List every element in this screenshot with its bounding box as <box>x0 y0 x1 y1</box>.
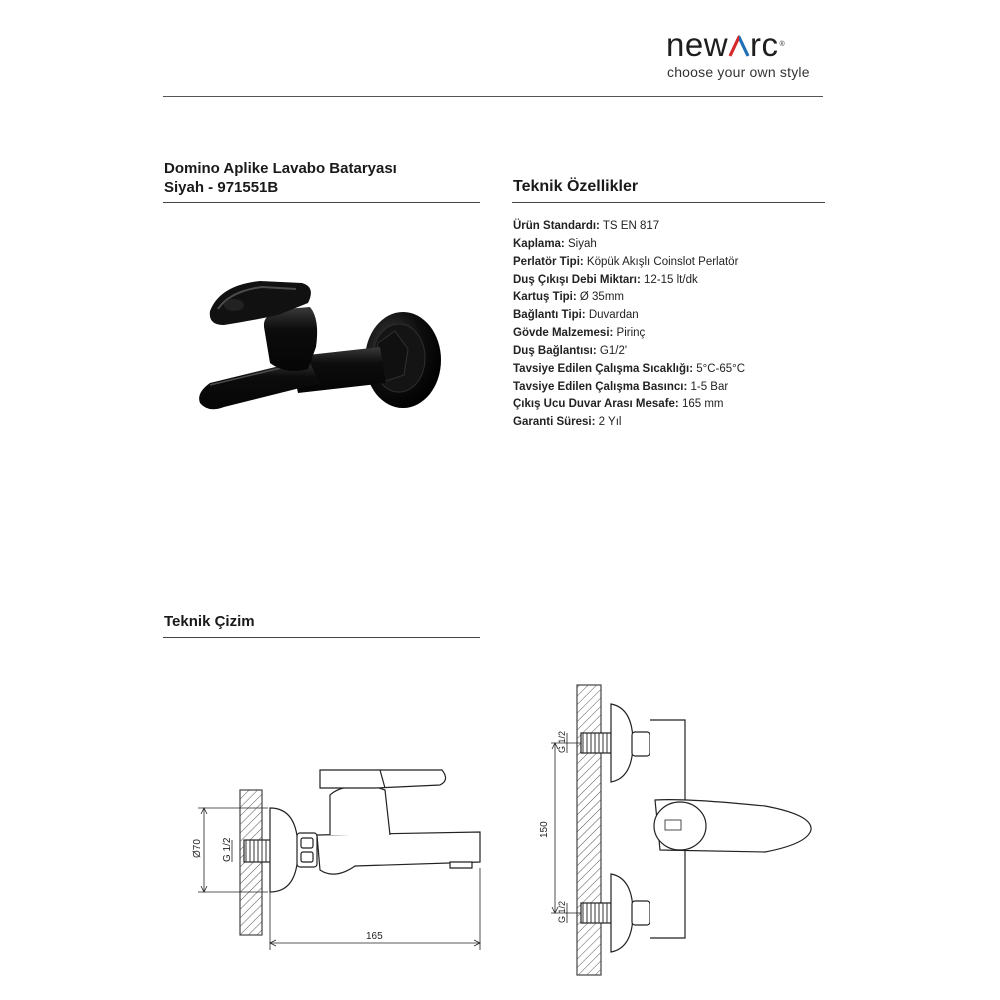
spec-item <box>513 396 745 414</box>
spec-item <box>513 218 745 236</box>
spec-item <box>513 289 745 307</box>
spec-value: Köpük Akışlı Coinslot Perlatör <box>586 255 739 268</box>
header-divider <box>163 96 823 97</box>
spec-label: Kartuş Tipi: <box>513 291 577 304</box>
product-code: Siyah - 971551B <box>164 179 279 196</box>
spec-item <box>513 379 745 397</box>
spec-list <box>513 218 745 432</box>
spec-label: Garanti Süresi: <box>513 416 596 429</box>
brand-tagline: choose your own style <box>667 64 810 80</box>
spec-value: 12-15 lt/dk <box>644 273 698 286</box>
spec-value: 5°C-65°C <box>696 362 746 375</box>
front-view-drawing <box>525 680 825 980</box>
drawing-divider <box>163 637 480 638</box>
spec-value: 1-5 Bar <box>690 380 729 393</box>
side-view-drawing <box>180 740 510 960</box>
thread-label-side: G 1/2 <box>222 837 233 862</box>
spec-item <box>513 361 745 379</box>
spec-label: Ürün Standardı: <box>513 220 600 232</box>
spec-value: 2 Yıl <box>598 416 622 429</box>
spec-item <box>513 414 745 432</box>
spec-item <box>513 272 745 290</box>
spec-value: TS EN 817 <box>602 220 660 232</box>
width-label: 165 <box>366 931 383 942</box>
specs-heading: Teknik Özellikler <box>513 178 639 195</box>
spec-label: Duş Bağlantısı: <box>513 344 597 357</box>
spec-value: Pirinç <box>616 327 646 340</box>
spec-label: Tavsiye Edilen Çalışma Basıncı: <box>513 380 688 393</box>
spec-item <box>513 254 745 272</box>
spec-label: Kaplama: <box>513 237 565 250</box>
spec-item <box>513 236 745 254</box>
brand-wordmark: new rc® <box>666 26 786 63</box>
spec-label: Çıkış Ucu Duvar Arası Mesafe: <box>513 398 679 411</box>
specs-divider <box>512 202 825 203</box>
title-divider <box>163 202 480 203</box>
product-image <box>190 265 460 425</box>
spec-item <box>513 307 745 325</box>
product-title: Domino Aplike Lavabo Bataryası <box>164 160 397 177</box>
distance-label: 150 <box>539 821 550 838</box>
spec-label: Tavsiye Edilen Çalışma Sıcaklığı: <box>513 362 694 375</box>
thread-label-bottom: G 1/2 <box>557 900 567 923</box>
spec-label: Bağlantı Tipi: <box>513 309 586 322</box>
spec-label: Gövde Malzemesi: <box>513 327 614 340</box>
thread-label-top: G 1/2 <box>557 730 567 753</box>
diameter-label: Ø70 <box>192 839 203 858</box>
logo-chevron-icon <box>728 33 750 59</box>
spec-value: Siyah <box>567 237 597 250</box>
spec-label: Perlatör Tipi: <box>513 255 584 268</box>
spec-item <box>513 343 745 361</box>
drawing-heading: Teknik Çizim <box>164 613 255 630</box>
spec-value: Ø 35mm <box>579 291 624 304</box>
brand-logo <box>666 26 826 82</box>
spec-value: G1/2' <box>599 344 628 357</box>
spec-value: 165 mm <box>681 398 724 411</box>
spec-label: Duş Çıkışı Debi Miktarı: <box>513 273 641 286</box>
spec-value: Duvardan <box>588 309 639 322</box>
spec-item <box>513 325 745 343</box>
